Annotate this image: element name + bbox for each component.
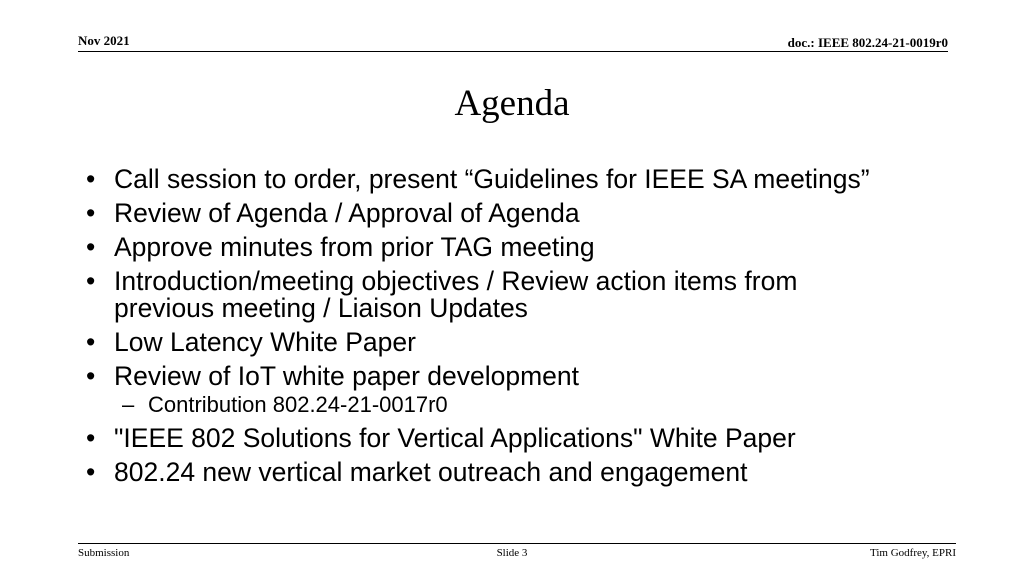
bullet-icon: •	[86, 232, 96, 262]
agenda-item	[86, 459, 966, 486]
agenda-item-text-line2: previous meeting / Liaison Updates	[114, 293, 528, 323]
agenda-item	[86, 200, 966, 227]
bullet-icon: •	[86, 266, 96, 296]
agenda-item	[86, 363, 966, 390]
agenda-item	[86, 234, 966, 261]
bullet-icon: •	[86, 198, 96, 228]
agenda-subitem	[86, 393, 966, 417]
dash-icon: –	[122, 392, 135, 417]
agenda-item	[86, 268, 966, 322]
bullet-icon: •	[86, 457, 96, 487]
bullet-icon: •	[86, 327, 96, 357]
agenda-item	[86, 329, 966, 356]
agenda-subitem-text: Contribution 802.24-21-0017r0	[148, 392, 448, 417]
bullet-icon: •	[86, 164, 96, 194]
footer-rule	[78, 543, 956, 544]
agenda-list	[86, 166, 966, 493]
footer-author: Tim Godfrey, EPRI	[870, 547, 956, 559]
footer-submission: Submission	[78, 547, 130, 559]
footer-slide-number: Slide 3	[496, 547, 528, 559]
agenda-item	[86, 166, 966, 193]
agenda-item-text: "IEEE 802 Solutions for Vertical Applications" White Paper	[114, 423, 796, 453]
agenda-item-text: Review of IoT white paper development	[114, 361, 579, 391]
agenda-item-text: 802.24 new vertical market outreach and engagement	[114, 457, 748, 487]
bullet-icon: •	[86, 423, 96, 453]
agenda-item-text: Approve minutes from prior TAG meeting	[114, 232, 595, 262]
agenda-item-text: Low Latency White Paper	[114, 327, 416, 357]
bullet-icon: •	[86, 361, 96, 391]
slide-title: Agenda	[454, 83, 570, 124]
agenda-item-text-line1: Introduction/meeting objectives / Review action items from	[114, 266, 798, 296]
header-doc-id: doc.: IEEE 802.24-21-0019r0	[787, 35, 948, 50]
header-date: Nov 2021	[78, 33, 130, 48]
agenda-item-text: Review of Agenda / Approval of Agenda	[114, 198, 580, 228]
header-rule	[78, 51, 948, 52]
agenda-item	[86, 425, 966, 452]
agenda-item-text: Call session to order, present “Guidelines for IEEE SA meetings”	[114, 164, 870, 194]
